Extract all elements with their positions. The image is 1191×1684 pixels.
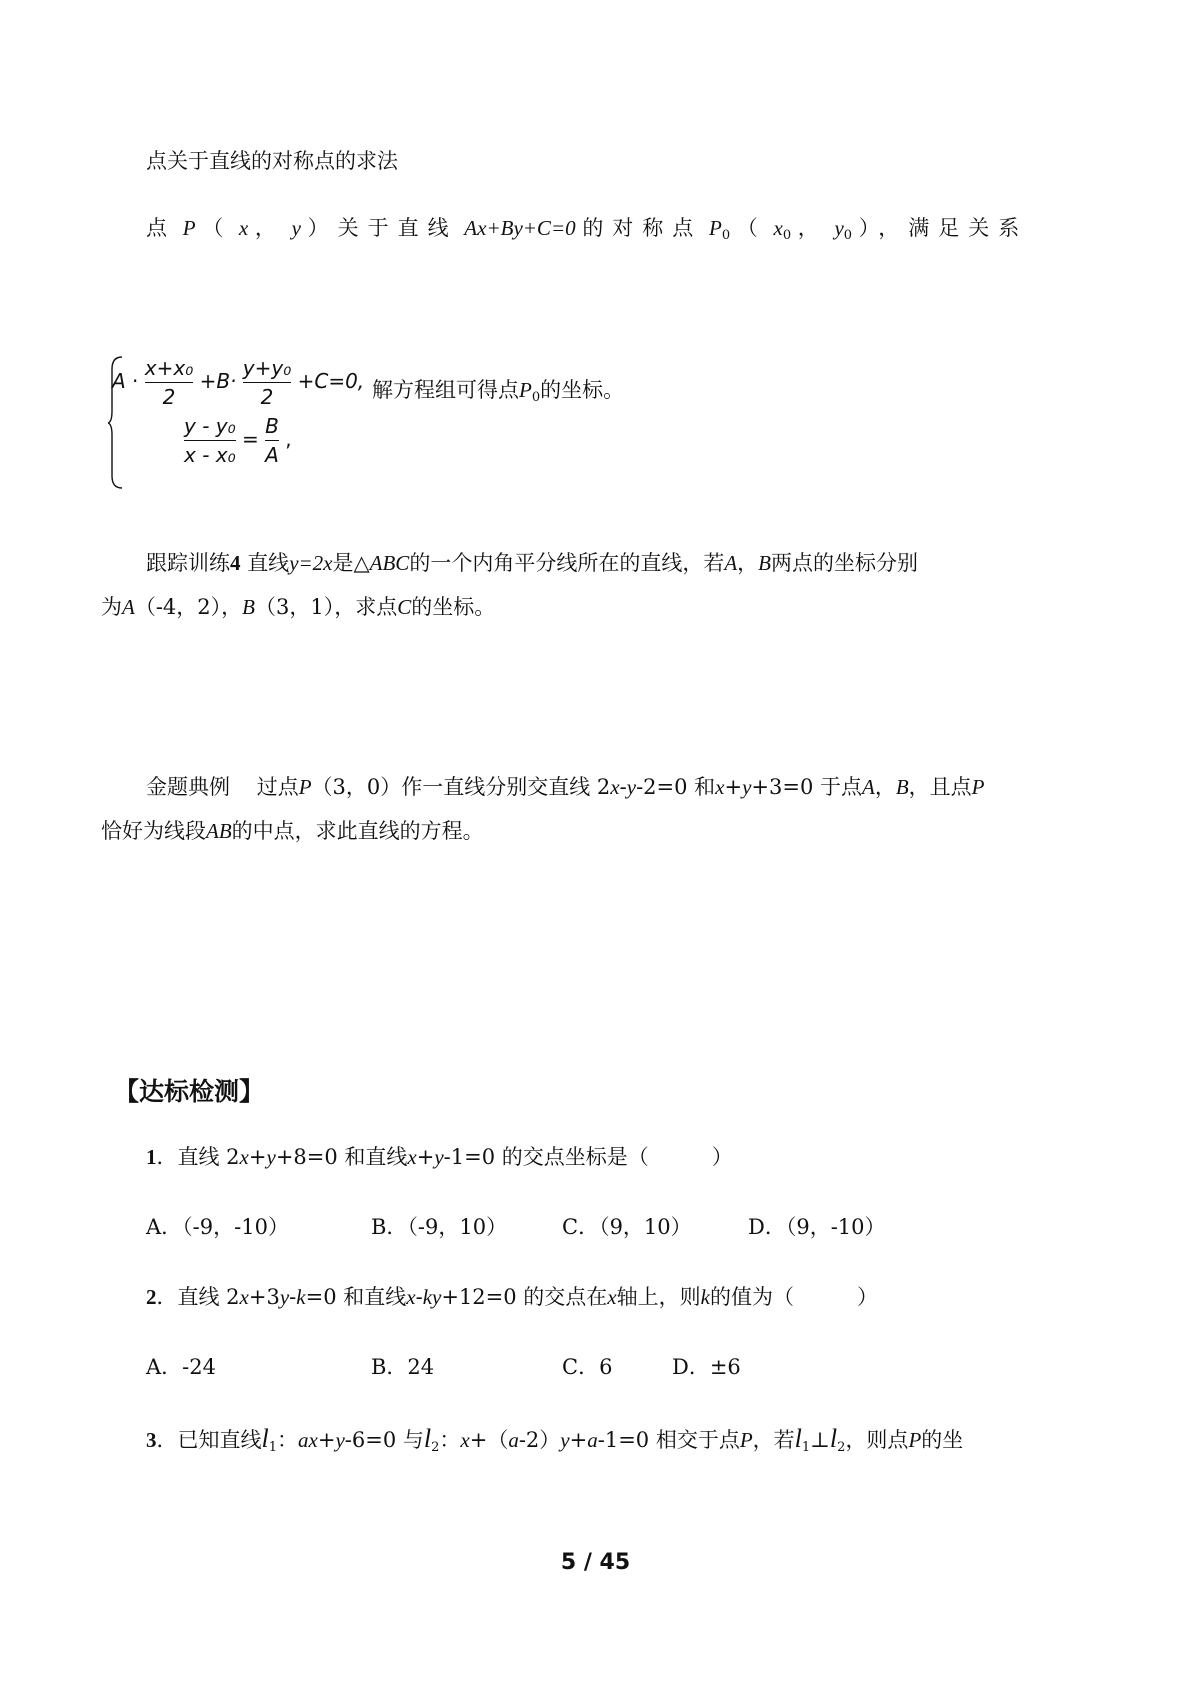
subheading: 点关于直线的对称点的求法 (146, 149, 398, 173)
exercise-4-line-2: 为A（-4，2），B（3，1），求点C的坐标。 (101, 595, 496, 619)
fraction-1: $\frac{\text{x+x₀}}{2}$ (144, 356, 194, 409)
q2-option-d: D．±6 (672, 1355, 741, 1379)
q2-option-c: C．6 (562, 1355, 613, 1379)
example-line-1: 金题典例 过点P（3，0）作一直线分别交直线 2x-y-2=0 和x+y+3=0 于点A，B，且点P (146, 775, 985, 799)
equation-row-1: A · $\frac{\text{x+x₀}}{2}$ +B· $\frac{\text{y+y₀}}{2}$ +C=0, (112, 356, 365, 409)
equation-system (108, 355, 408, 490)
system-note: 解方程组可得点$P_0$的坐标。 (372, 378, 625, 405)
page-number: 5 / 45 (560, 1550, 631, 1575)
q1-option-b: B．（-9，10） (371, 1215, 508, 1239)
q2-option-a: A．-24 (146, 1355, 216, 1379)
equation-row-2: $\frac{\text{y - y₀}}{\text{x - x₀}}$ = $\frac{B}{A}$ , (184, 414, 292, 467)
relation-line: 点 P （ x ， y ）关于直线 Ax+By+C=0 的对称点 $P_0$ （ $x_0$ ， $y_0$ ），满足关系 (146, 216, 1029, 243)
q2-option-b: B．24 (371, 1355, 435, 1379)
fraction-4: $\frac{B}{A}$ (265, 414, 279, 467)
exercise-4-line-1: 跟踪训练4 直线y=2x是△ABC的一个内角平分线所在的直线，若A，B两点的坐标分别 (146, 551, 918, 575)
question-1: 1．直线 2x+y+8=0 和直线x+y-1=0 的交点坐标是（ ） (146, 1145, 733, 1169)
fraction-2: $\frac{\text{y+y₀}}{2}$ (242, 356, 292, 409)
example-line-2: 恰好为线段AB的中点，求此直线的方程。 (101, 819, 484, 843)
q1-option-a: A．（-9，-10） (146, 1215, 289, 1239)
q1-option-c: C．（9，10） (562, 1215, 692, 1239)
q1-option-d: D．（9，-10） (748, 1215, 886, 1239)
question-3: 3．已知直线$l_1$：ax+y-6=0 与$l_2$：x+（a-2）y+a-1=0 相交于点P，若$l_1\perp l_2$，则点P的坐 (146, 1424, 964, 1455)
fraction-3: $\frac{\text{y - y₀}}{\text{x - x₀}}$ (184, 414, 236, 467)
question-2: 2．直线 2x+3y-k=0 和直线x-ky+12=0 的交点在x轴上，则k的值为（ ） (146, 1285, 878, 1309)
section-title: 【达标检测】 (114, 1077, 265, 1106)
